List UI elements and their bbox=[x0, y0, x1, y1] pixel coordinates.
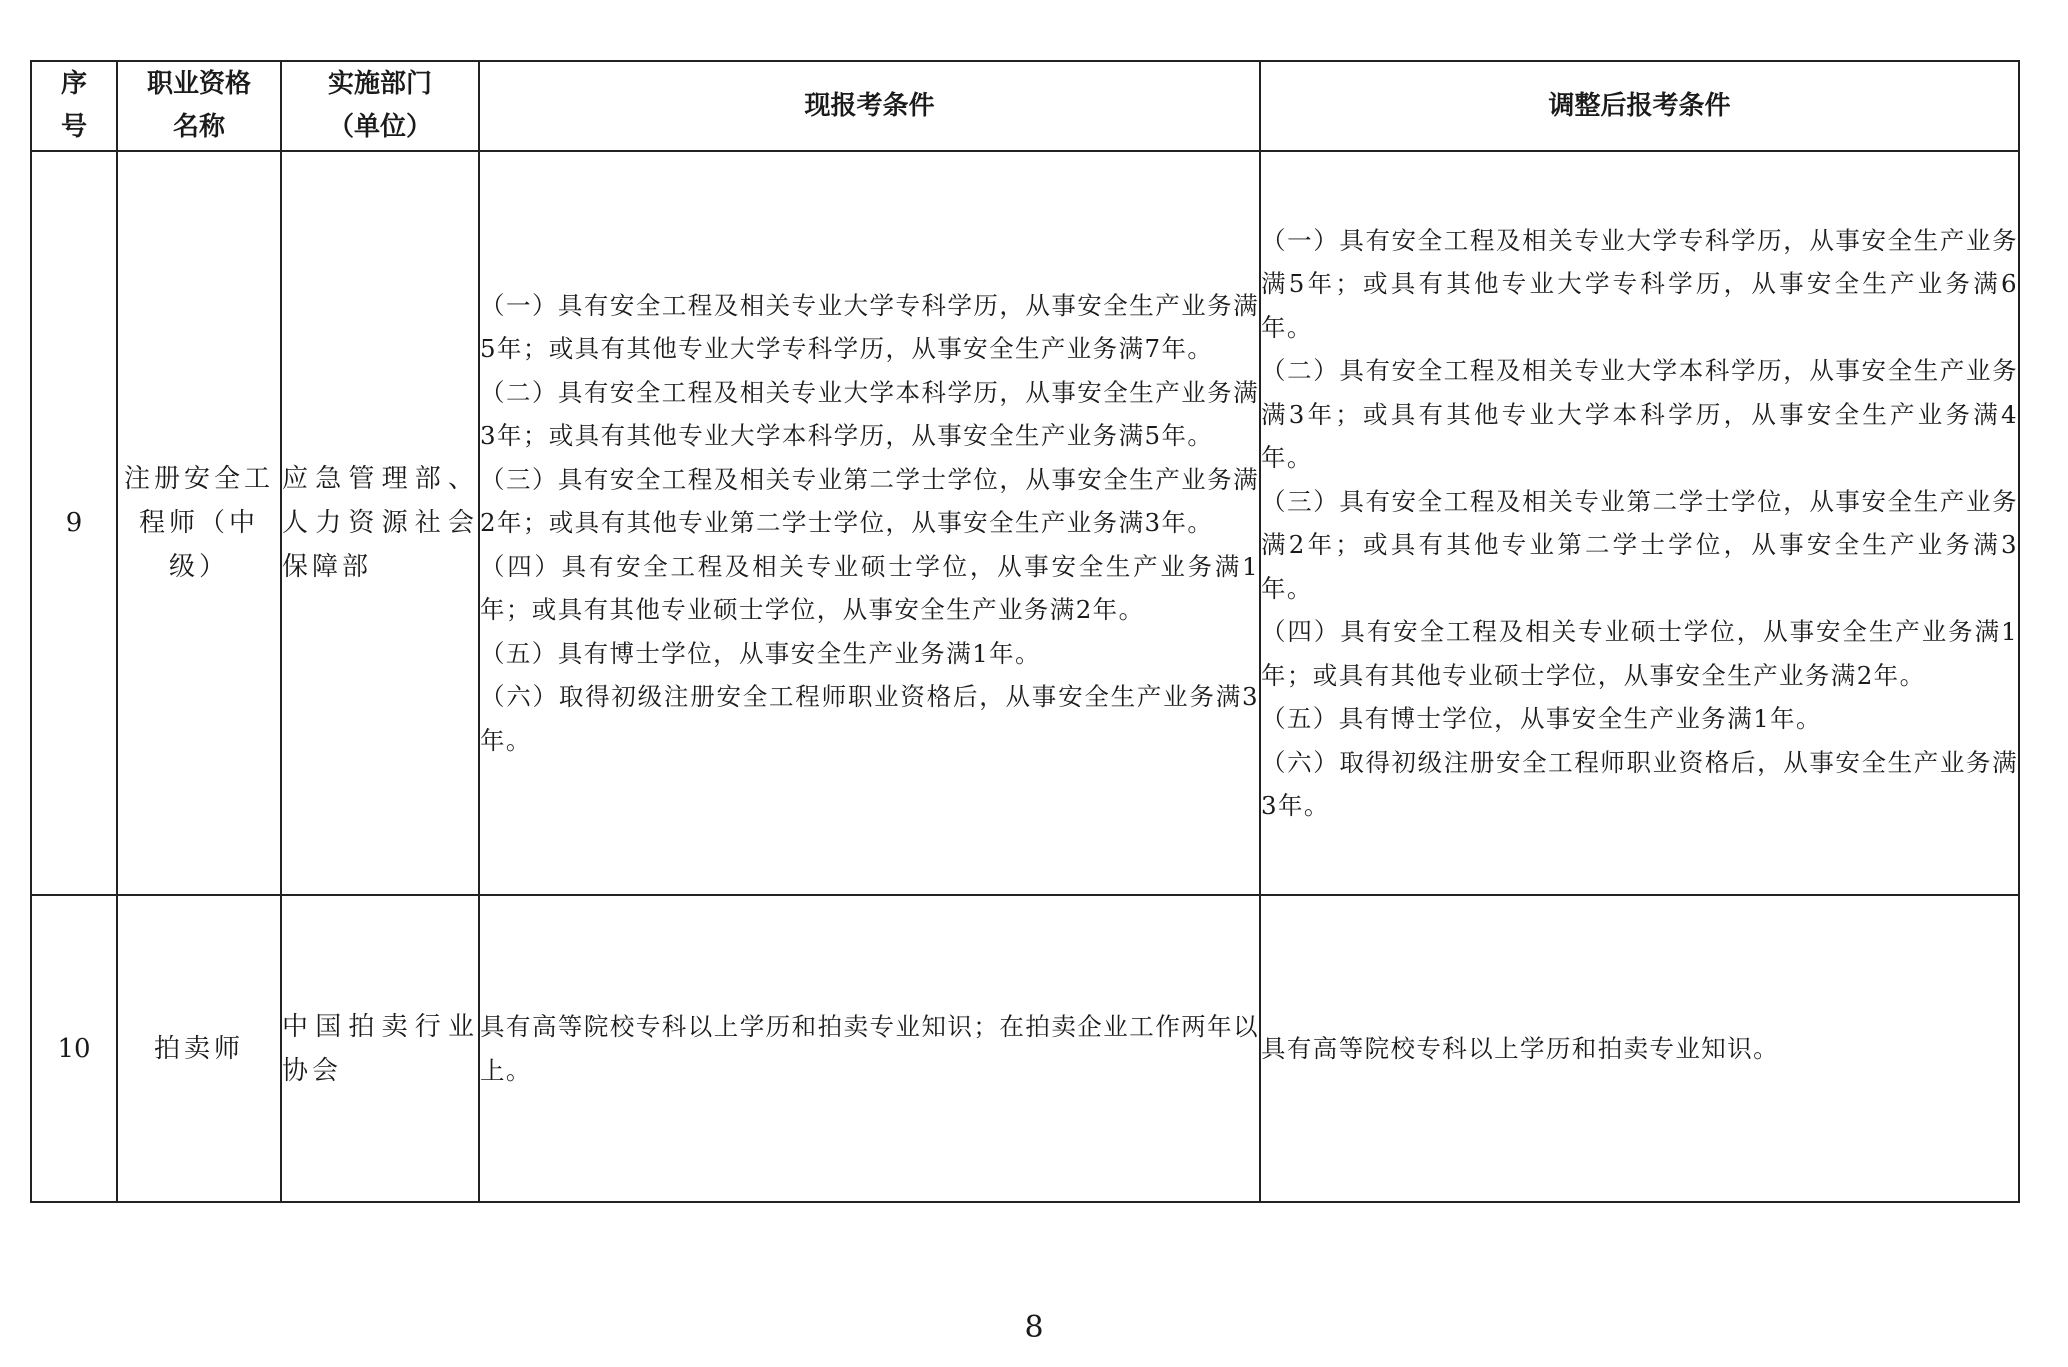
condition-item: （五）具有博士学位，从事安全生产业务满1年。 bbox=[1261, 704, 1822, 733]
row-current-conditions bbox=[479, 151, 1260, 895]
condition-item: （二）具有安全工程及相关专业大学本科学历，从事安全生产业务满3年；或具有其他专业大学本科学历，从事安全生产业务满5年。 bbox=[480, 377, 1259, 451]
table-header-row bbox=[31, 61, 2019, 151]
qualification-table bbox=[30, 60, 2020, 1203]
condition-item: （四）具有安全工程及相关专业硕士学位，从事安全生产业务满1年；或具有其他专业硕士学位，从事安全生产业务满2年。 bbox=[480, 551, 1259, 625]
row-department: 中国拍卖行业协会 bbox=[281, 895, 479, 1202]
table-row bbox=[31, 895, 2019, 1202]
row-adjusted-conditions bbox=[1260, 151, 2019, 895]
row-serial-number: 9 bbox=[31, 151, 117, 895]
row-qualification-name: 注册安全工程师（中级） bbox=[117, 151, 281, 895]
row-adjusted-conditions bbox=[1260, 895, 2019, 1202]
condition-item: （三）具有安全工程及相关专业第二学士学位，从事安全生产业务满2年；或具有其他专业第二学士学位，从事安全生产业务满3年。 bbox=[1261, 486, 2018, 603]
page-number: 8 bbox=[1024, 1310, 1044, 1345]
header-department: 实施部门 （单位） bbox=[281, 61, 479, 151]
table-row bbox=[31, 151, 2019, 895]
row-current-conditions bbox=[479, 895, 1260, 1202]
condition-item: （五）具有博士学位，从事安全生产业务满1年。 bbox=[480, 638, 1041, 668]
condition-item: （二）具有安全工程及相关专业大学本科学历，从事安全生产业务满3年；或具有其他专业大学本科学历，从事安全生产业务满4年。 bbox=[1261, 356, 2018, 472]
header-qualification-name: 职业资格 名称 bbox=[117, 61, 281, 151]
row-department: 应急管理部、人力资源社会保障部 bbox=[281, 151, 479, 895]
row-serial-number: 10 bbox=[31, 895, 117, 1202]
header-current-conditions: 现报考条件 bbox=[479, 61, 1260, 151]
condition-item: （一）具有安全工程及相关专业大学专科学历，从事安全生产业务满5年；或具有其他专业大学专科学历，从事安全生产业务满6年。 bbox=[1261, 225, 2018, 342]
condition-item: （三）具有安全工程及相关专业第二学士学位，从事安全生产业务满2年；或具有其他专业第二学士学位，从事安全生产业务满3年。 bbox=[480, 464, 1259, 538]
row-qualification-name: 拍卖师 bbox=[117, 895, 281, 1202]
condition-item: （六）取得初级注册安全工程师职业资格后，从事安全生产业务满3年。 bbox=[480, 682, 1259, 755]
condition-item: 具有高等院校专科以上学历和拍卖专业知识；在拍卖企业工作两年以上。 bbox=[480, 1012, 1259, 1085]
condition-item: （一）具有安全工程及相关专业大学专科学历，从事安全生产业务满5年；或具有其他专业大学专科学历，从事安全生产业务满7年。 bbox=[480, 290, 1259, 364]
condition-item: （四）具有安全工程及相关专业硕士学位，从事安全生产业务满1年；或具有其他专业硕士学位，从事安全生产业务满2年。 bbox=[1261, 617, 2018, 690]
header-serial-number: 序 号 bbox=[31, 61, 117, 151]
condition-item: 具有高等院校专科以上学历和拍卖专业知识。 bbox=[1261, 1033, 1779, 1063]
condition-item: （六）取得初级注册安全工程师职业资格后，从事安全生产业务满3年。 bbox=[1261, 747, 2018, 820]
header-adjusted-conditions: 调整后报考条件 bbox=[1260, 61, 2019, 151]
